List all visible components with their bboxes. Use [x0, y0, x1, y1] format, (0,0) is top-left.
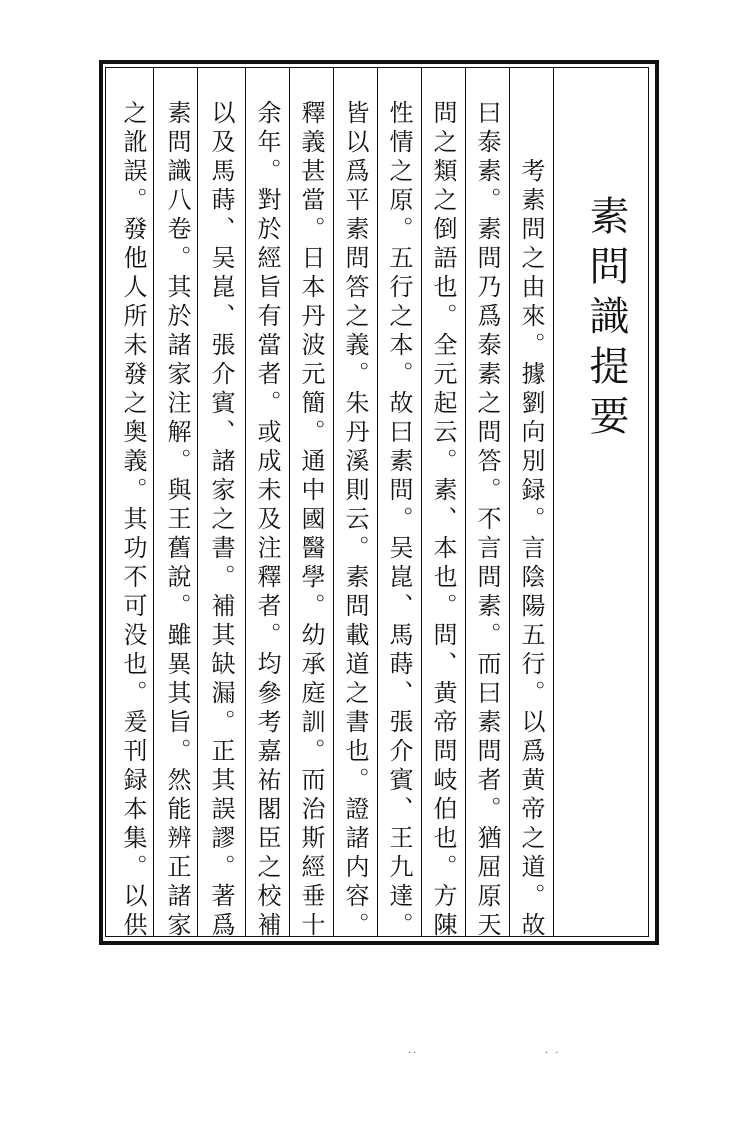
text-column: 之訛誤。發他人所未發之奥義。其功不可没也。爰刊録本集。以供: [119, 100, 147, 941]
text-column: 釋義甚當。日本丹波元簡。通中國醫學。幼承庭訓。而治斯經垂十: [297, 100, 325, 941]
text-column: 以及馬蒔、吴崑、張介賓、諸家之書。補其缺漏。正其誤謬。著爲: [207, 100, 235, 941]
column-rule: [245, 68, 246, 936]
column-rule: [509, 68, 510, 936]
text-column: 素問識八卷。其於諸家注解。與王舊說。雖異其旨。然能辨正諸家: [163, 100, 191, 941]
text-column: 余年。對於經旨有當者。或成未及注釋者。均參考嘉祐閣臣之校補: [253, 100, 281, 941]
column-rule: [553, 68, 554, 936]
scan-speck: ··: [408, 1048, 419, 1059]
column-rule: [333, 68, 334, 936]
text-column: 問之類之倒語也。全元起云。素、本也。問、黄帝問岐伯也。方陳: [429, 100, 457, 941]
scan-speck: · ·: [545, 1048, 561, 1059]
text-column: 皆以爲平素問答之義。朱丹溪則云。素問載道之書也。證諸内容。: [341, 100, 369, 941]
column-rule: [377, 68, 378, 936]
text-column: 曰泰素。素問乃爲泰素之問答。不言問素。而曰素問者。猶屈原天: [473, 100, 501, 941]
column-rule: [465, 68, 466, 936]
text-column: 考素問之由來。據劉向別録。言陰陽五行。以爲黄帝之道。故: [517, 158, 545, 941]
text-column: 性情之原。五行之本。故曰素問。吴崑、馬蒔、張介賓、王九達。: [385, 100, 413, 941]
column-rule: [421, 68, 422, 936]
column-rule: [289, 68, 290, 936]
column-rule: [153, 68, 154, 936]
page-title: 素問識提要: [583, 195, 629, 445]
column-rule: [197, 68, 198, 936]
